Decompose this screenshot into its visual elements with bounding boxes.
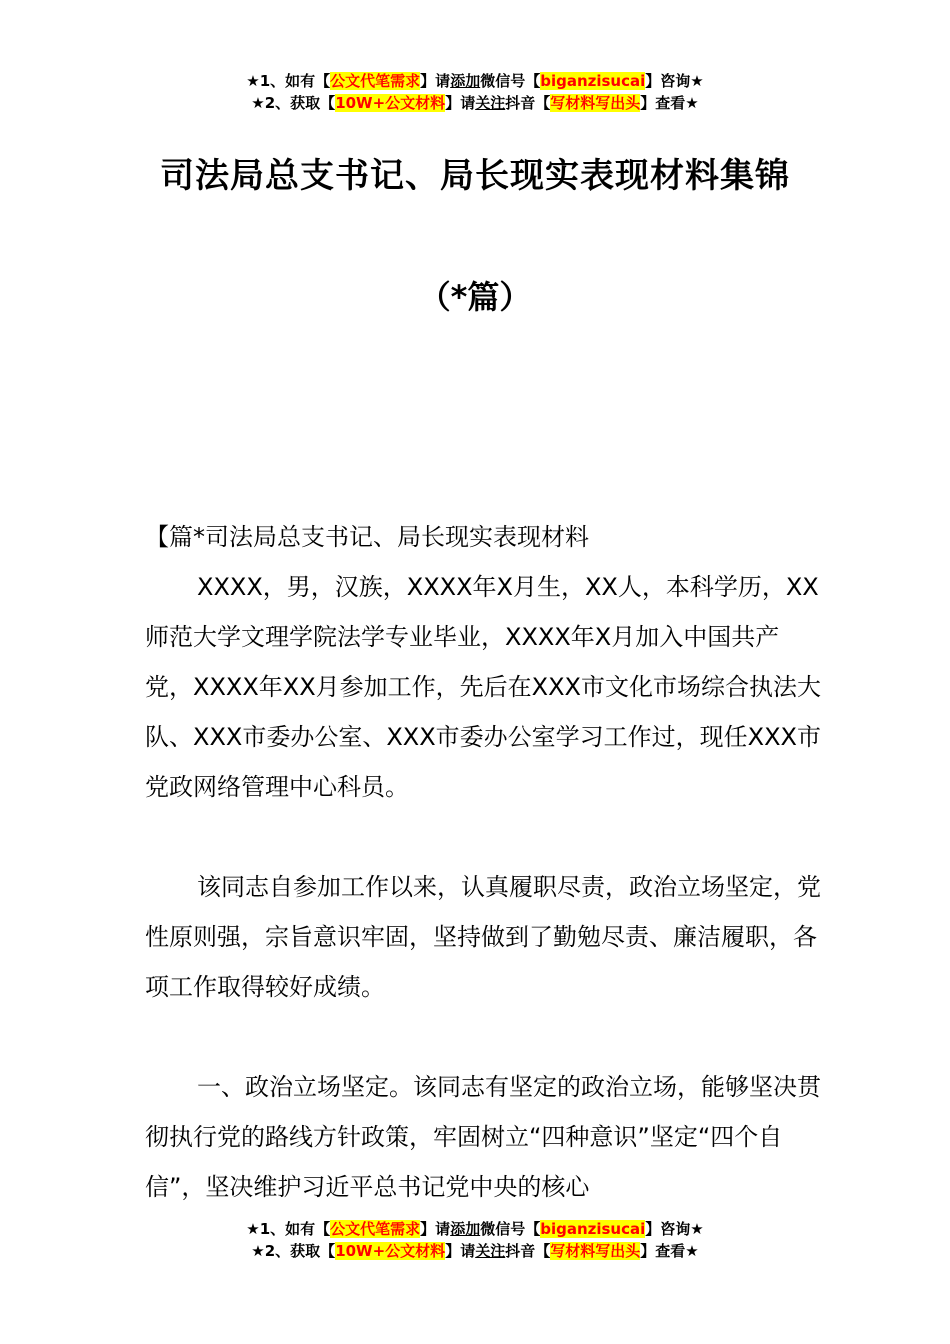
paragraph-spacer (145, 1012, 825, 1062)
footer-banner-line-2 (0, 1240, 950, 1262)
banner-highlight: 写材料写出头 (550, 94, 641, 112)
banner-text: ★1、如有【 (246, 1220, 331, 1238)
banner-text: 抖音【 (505, 1242, 551, 1260)
banner-text: 微信号【 (480, 72, 541, 90)
banner-underline: 添加 (450, 1220, 481, 1238)
banner-text: 】查看★ (640, 94, 699, 112)
banner-text: 微信号【 (480, 1220, 541, 1238)
paragraph-spacer (145, 812, 825, 862)
banner-underline: 关注 (475, 1242, 506, 1260)
header-banner-line-2 (0, 92, 950, 114)
banner-highlight: biganzisucai (540, 72, 646, 90)
banner-underline: 关注 (475, 94, 506, 112)
document-title: 司法局总支书记、局长现实表现材料集锦 (160, 156, 790, 196)
paragraph: XXXX，男，汉族，XXXX年X月生，XX人，本科学历，XX师范大学文理学院法学专业毕业，XXXX年X月加入中国共产党，XXXX年XX月参加工作，先后在XXX市文化市场综合执法大队、XXX市委办公室、XXX市委办公室学习工作过，现任XXX市党政网络管理中心科员。 (145, 573, 821, 801)
banner-highlight: 公文代笔需求 (330, 72, 421, 90)
banner-text: 】咨询★ (645, 72, 704, 90)
banner-text: ★1、如有【 (246, 72, 331, 90)
paragraph: 该同志自参加工作以来，认真履职尽责，政治立场坚定，党性原则强，宗旨意识牢固，坚持做到了勤勉尽责、廉洁履职，各项工作取得较好成绩。 (145, 873, 821, 1001)
banner-text: 抖音【 (505, 94, 551, 112)
banner-text: 】查看★ (640, 1242, 699, 1260)
banner-highlight: biganzisucai (540, 1220, 646, 1238)
footer-banner (0, 1218, 950, 1262)
banner-text: 】请 (445, 1242, 476, 1260)
footer-banner-line-1 (0, 1218, 950, 1240)
document-subtitle: （*篇） (418, 278, 532, 316)
document-body (145, 512, 825, 1212)
banner-highlight: 10W+公文材料 (335, 94, 446, 112)
banner-text: 】咨询★ (645, 1220, 704, 1238)
banner-highlight: 公文代笔需求 (330, 1220, 421, 1238)
banner-text: ★2、获取【 (251, 1242, 336, 1260)
paragraph: 一、政治立场坚定。该同志有坚定的政治立场，能够坚决贯彻执行党的路线方针政策，牢固树立“四种意识”坚定“四个自信”，坚决维护习近平总书记党中央的核心 (145, 1073, 821, 1201)
banner-text: 】请 (420, 72, 451, 90)
section-heading: 【篇*司法局总支书记、局长现实表现材料 (145, 523, 589, 551)
banner-underline: 添加 (450, 72, 481, 90)
header-banner-line-1 (0, 70, 950, 92)
banner-text: ★2、获取【 (251, 94, 336, 112)
header-banner (0, 70, 950, 114)
banner-highlight: 10W+公文材料 (335, 1242, 446, 1260)
banner-text: 】请 (445, 94, 476, 112)
banner-highlight: 写材料写出头 (550, 1242, 641, 1260)
banner-text: 】请 (420, 1220, 451, 1238)
